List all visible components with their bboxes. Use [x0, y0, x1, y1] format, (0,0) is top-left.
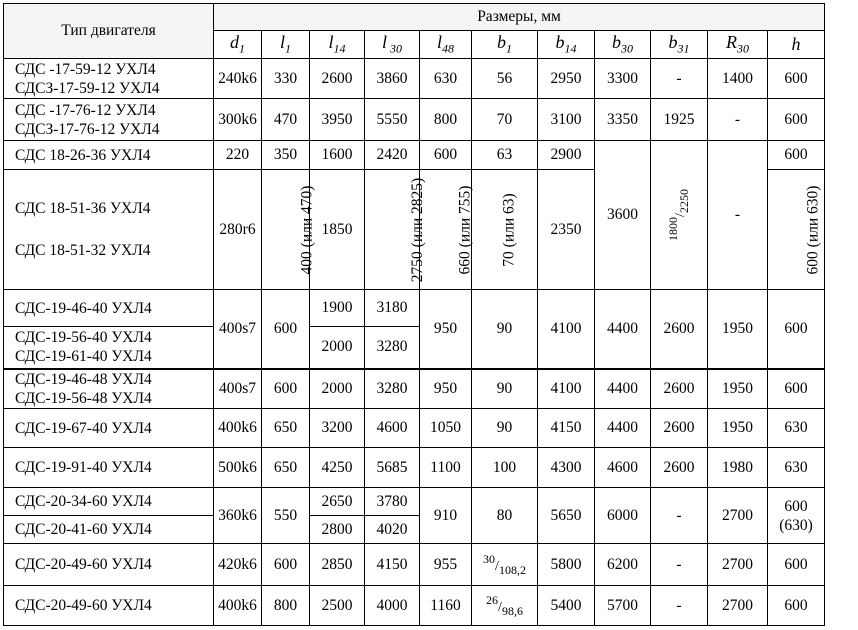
- engine-name-cell: СДС-19-46-40 УХЛ4: [4, 290, 214, 327]
- cell-b31: -: [651, 59, 708, 99]
- cell-l14: 1900: [310, 290, 365, 327]
- cell-l30: 3280: [365, 327, 420, 369]
- cell-h: 600: [768, 99, 825, 141]
- sizes-header: Размеры, мм: [214, 4, 825, 31]
- table-row: [4, 369, 825, 409]
- cell-l14: 1600: [310, 141, 365, 170]
- cell-d1: 420k6: [214, 544, 262, 586]
- cell-h: 630: [768, 448, 825, 488]
- cell-b14: 4100: [538, 290, 595, 369]
- cell-l48: 600: [420, 141, 472, 170]
- cell-l14: 1850: [310, 170, 365, 290]
- cell-l48: 800: [420, 99, 472, 141]
- engine-name-cell: СДС 18-26-36 УХЛ4: [4, 141, 214, 170]
- cell-l30: 4020: [365, 516, 420, 544]
- engine-name-cell: СДС-20-41-60 УХЛ4: [4, 516, 214, 544]
- engine-name-cell: СДС-20-49-60 УХЛ4: [4, 544, 214, 586]
- cell-h: 600: [768, 544, 825, 586]
- cell-l1: 600: [262, 369, 310, 409]
- cell-b1: 90: [472, 369, 538, 409]
- cell-b31: -: [651, 544, 708, 586]
- cell-l1: 550: [262, 488, 310, 544]
- col-header-b1: $b_1$: [472, 31, 538, 59]
- cell-b30: 3350: [595, 99, 651, 141]
- cell-b30: 3300: [595, 59, 651, 99]
- cell-l30: 3280: [365, 369, 420, 409]
- cell-b31: 2600: [651, 369, 708, 409]
- cell-r30: 2700: [708, 488, 768, 544]
- cell-l48: 1160: [420, 586, 472, 626]
- cell-l30: 2750 (или 2825): [365, 170, 420, 290]
- table-row: [4, 448, 825, 488]
- col-header-l30: l $_{30}$: [365, 31, 420, 59]
- cell-h: 600: [768, 586, 825, 626]
- cell-l1: 650: [262, 409, 310, 448]
- table-row: [4, 290, 825, 327]
- table-row: [4, 141, 825, 170]
- cell-l30: 3780: [365, 488, 420, 516]
- engine-dimensions-table: [3, 3, 825, 626]
- cell-l30: 3860: [365, 59, 420, 99]
- cell-b14: 5800: [538, 544, 595, 586]
- engine-name-cell: СДС-19-67-40 УХЛ4: [4, 409, 214, 448]
- cell-h: 600 (630): [768, 488, 825, 544]
- cell-r30: 1950: [708, 409, 768, 448]
- cell-l14: 3950: [310, 99, 365, 141]
- table-row: [4, 586, 825, 626]
- engine-name-cell: СДС-19-91-40 УХЛ4: [4, 448, 214, 488]
- cell-b30: 6200: [595, 544, 651, 586]
- col-header-b31: $b_{31}$: [651, 31, 708, 59]
- cell-l48: 950: [420, 369, 472, 409]
- col-header-r30: $R_{30}$: [708, 31, 768, 59]
- cell-l1: 330: [262, 59, 310, 99]
- cell-b31: 2600: [651, 409, 708, 448]
- col-header-d1: $d_1$: [214, 31, 262, 59]
- cell-l1: 600: [262, 544, 310, 586]
- cell-l14: 2800: [310, 516, 365, 544]
- cell-b30: 4400: [595, 369, 651, 409]
- cell-b31: -: [651, 488, 708, 544]
- cell-h: 600 (или 630): [768, 170, 825, 290]
- cell-d1: 400s7: [214, 369, 262, 409]
- cell-b1: 90: [472, 290, 538, 369]
- cell-l14: 3200: [310, 409, 365, 448]
- cell-r30: 1950: [708, 290, 768, 369]
- cell-b31-shared: $^{1800}/_{2250}$: [651, 141, 708, 290]
- col-header-b30: $b_{30}$: [595, 31, 651, 59]
- cell-d1: 400s7: [214, 290, 262, 369]
- engine-name-cell: СДС 18-51-36 УХЛ4 СДС 18-51-32 УХЛ4: [4, 170, 214, 290]
- cell-d1: 400k6: [214, 409, 262, 448]
- cell-b14: 2900: [538, 141, 595, 170]
- cell-l48: 955: [420, 544, 472, 586]
- engine-name-cell: СДС-20-49-60 УХЛ4: [4, 586, 214, 626]
- cell-l48: 660 (или 755): [420, 170, 472, 290]
- cell-h: 630: [768, 409, 825, 448]
- cell-l48: 950: [420, 290, 472, 369]
- cell-d1: 500k6: [214, 448, 262, 488]
- header-row-1: [4, 4, 825, 31]
- cell-b1: 63: [472, 141, 538, 170]
- cell-r30: 1400: [708, 59, 768, 99]
- engine-name-cell: СДС -17-76-12 УХЛ4 СДСЗ-17-76-12 УХЛ4: [4, 99, 214, 141]
- cell-b14: 2950: [538, 59, 595, 99]
- table-row: [4, 544, 825, 586]
- cell-b31: 2600: [651, 448, 708, 488]
- engine-type-header: Тип двигателя: [4, 4, 214, 59]
- cell-l1: 600: [262, 290, 310, 369]
- cell-b14: 3100: [538, 99, 595, 141]
- cell-l1: 470: [262, 99, 310, 141]
- cell-l48: 910: [420, 488, 472, 544]
- cell-r30: 1950: [708, 369, 768, 409]
- cell-b1: 70 (или 63): [472, 170, 538, 290]
- cell-l14: 4250: [310, 448, 365, 488]
- cell-l14: 2850: [310, 544, 365, 586]
- cell-r30-shared: -: [708, 141, 768, 290]
- cell-l30: 4000: [365, 586, 420, 626]
- cell-l1: 400 (или 470): [262, 170, 310, 290]
- cell-b14: 2350: [538, 170, 595, 290]
- cell-b30: 5700: [595, 586, 651, 626]
- cell-b14: 5650: [538, 488, 595, 544]
- engine-name-cell: СДС -17-59-12 УХЛ4 СДСЗ-17-59-12 УХЛ4: [4, 59, 214, 99]
- cell-b14: 4100: [538, 369, 595, 409]
- cell-b31: 2600: [651, 290, 708, 369]
- cell-b30-shared: 3600: [595, 141, 651, 290]
- col-header-l1: $l_1$: [262, 31, 310, 59]
- cell-b1: $^{26}/_{98,6}$: [472, 586, 538, 626]
- cell-l30: 3180: [365, 290, 420, 327]
- cell-b1: 56: [472, 59, 538, 99]
- table-row: [4, 488, 825, 516]
- cell-r30: 1980: [708, 448, 768, 488]
- cell-d1: 360k6: [214, 488, 262, 544]
- cell-l48: 1050: [420, 409, 472, 448]
- col-header-b14: $b_{14}$: [538, 31, 595, 59]
- cell-h: 600: [768, 369, 825, 409]
- cell-l30: 5685: [365, 448, 420, 488]
- table-row: [4, 59, 825, 99]
- cell-d1: 300k6: [214, 99, 262, 141]
- cell-h: 600: [768, 141, 825, 170]
- cell-b1: 90: [472, 409, 538, 448]
- cell-b1: 100: [472, 448, 538, 488]
- cell-l30: 2420: [365, 141, 420, 170]
- col-header-l48: $l_{48}$: [420, 31, 472, 59]
- cell-b30: 4400: [595, 409, 651, 448]
- cell-r30: 2700: [708, 586, 768, 626]
- cell-l1: 350: [262, 141, 310, 170]
- cell-d1: 240k6: [214, 59, 262, 99]
- cell-l48: 1100: [420, 448, 472, 488]
- cell-h: 600: [768, 290, 825, 369]
- cell-d1: 220: [214, 141, 262, 170]
- cell-h: 600: [768, 59, 825, 99]
- engine-name-cell: СДС-19-46-48 УХЛ4 СДС-19-56-48 УХЛ4: [4, 369, 214, 409]
- cell-d1: 280r6: [214, 170, 262, 290]
- col-header-h: h: [768, 31, 825, 59]
- cell-l1: 800: [262, 586, 310, 626]
- cell-b14: 4150: [538, 409, 595, 448]
- cell-l48: 630: [420, 59, 472, 99]
- cell-d1: 400k6: [214, 586, 262, 626]
- cell-b30: 4600: [595, 448, 651, 488]
- cell-b31: 1925: [651, 99, 708, 141]
- cell-b1: $^{30}/_{108,2}$: [472, 544, 538, 586]
- cell-b1: 80: [472, 488, 538, 544]
- cell-b1: 70: [472, 99, 538, 141]
- cell-b30: 4400: [595, 290, 651, 369]
- engine-name-cell: СДС-19-56-40 УХЛ4 СДС-19-61-40 УХЛ4: [4, 327, 214, 369]
- cell-b31: -: [651, 586, 708, 626]
- engine-name-cell: СДС-20-34-60 УХЛ4: [4, 488, 214, 516]
- cell-l14: 2650: [310, 488, 365, 516]
- cell-r30: 2700: [708, 544, 768, 586]
- cell-l14: 2000: [310, 369, 365, 409]
- col-header-l14: $l_{14}$: [310, 31, 365, 59]
- cell-b30: 6000: [595, 488, 651, 544]
- cell-b14: 5400: [538, 586, 595, 626]
- cell-l30: 4600: [365, 409, 420, 448]
- cell-l1: 650: [262, 448, 310, 488]
- table-row: [4, 99, 825, 141]
- cell-l30: 5550: [365, 99, 420, 141]
- cell-l14: 2000: [310, 327, 365, 369]
- table-row: [4, 409, 825, 448]
- cell-l14: 2600: [310, 59, 365, 99]
- cell-r30: -: [708, 99, 768, 141]
- cell-l14: 2500: [310, 586, 365, 626]
- cell-b14: 4300: [538, 448, 595, 488]
- cell-l30: 4150: [365, 544, 420, 586]
